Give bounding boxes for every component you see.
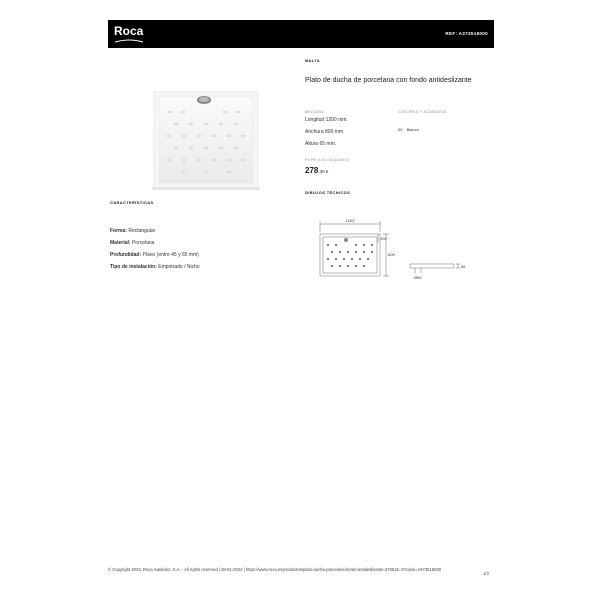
color-code: 00 (398, 127, 403, 132)
shower-tray-image (150, 88, 262, 192)
price-value (305, 166, 328, 175)
feature-shape: Forma: Rectangular (110, 228, 156, 234)
product-reference: REF: A373516000 (445, 31, 488, 36)
logo-swoosh-icon (114, 39, 144, 43)
measures-label: MEDIDAS (305, 110, 325, 114)
spec-width: Anchura 800 mm. (305, 129, 345, 135)
features-list (110, 225, 200, 273)
spec-length: Longitud 1200 mm. (305, 117, 348, 123)
header-bar (108, 20, 494, 48)
spec-height: Altura 65 mm. (305, 141, 337, 147)
dim-drain-offset: 190 (380, 236, 387, 241)
product-title: Plato de ducha de porcelana con fondo antideslizante (305, 77, 472, 84)
technical-drawing (310, 214, 470, 284)
dim-drain-diameter: Ø90 (414, 275, 422, 280)
dim-width: 800 (388, 252, 395, 257)
price-label: PVPR (IVA INCLUIDO) (305, 158, 350, 162)
price-main: 278 (305, 166, 319, 175)
roca-logo: Roca (114, 24, 144, 38)
feature-depth: Profundidad: Plano (entre 45 y 65 mm) (110, 252, 199, 258)
color-name: Blanco (406, 127, 419, 132)
drawings-label: DIBUJOS TÉCNICOS (305, 190, 351, 195)
dim-height: 65 (461, 264, 466, 269)
footer-copyright: © Copyright 2022, Roca Sanitario, S.A. - All rights reserved | 28-01-2022 | https://www.roca.es/productos/plato-ducha-porcelana-fondo-antideslizante-373516..0?code=A373516000 (108, 567, 442, 572)
price-cents: ,30 € (318, 169, 329, 174)
page-number: 1/3 (483, 571, 489, 576)
series-label: MALTA (305, 58, 321, 63)
feature-material: Material: Porcelana (110, 240, 155, 246)
dim-length: 1200 (345, 218, 355, 223)
feature-installation: Tipo de instalación: Empotrado / Nicho (110, 264, 200, 270)
features-label: CARACTERÍSTICAS (110, 200, 154, 205)
colors-label: COLORES Y ACABADOS (398, 110, 447, 114)
color-finish (398, 127, 419, 132)
